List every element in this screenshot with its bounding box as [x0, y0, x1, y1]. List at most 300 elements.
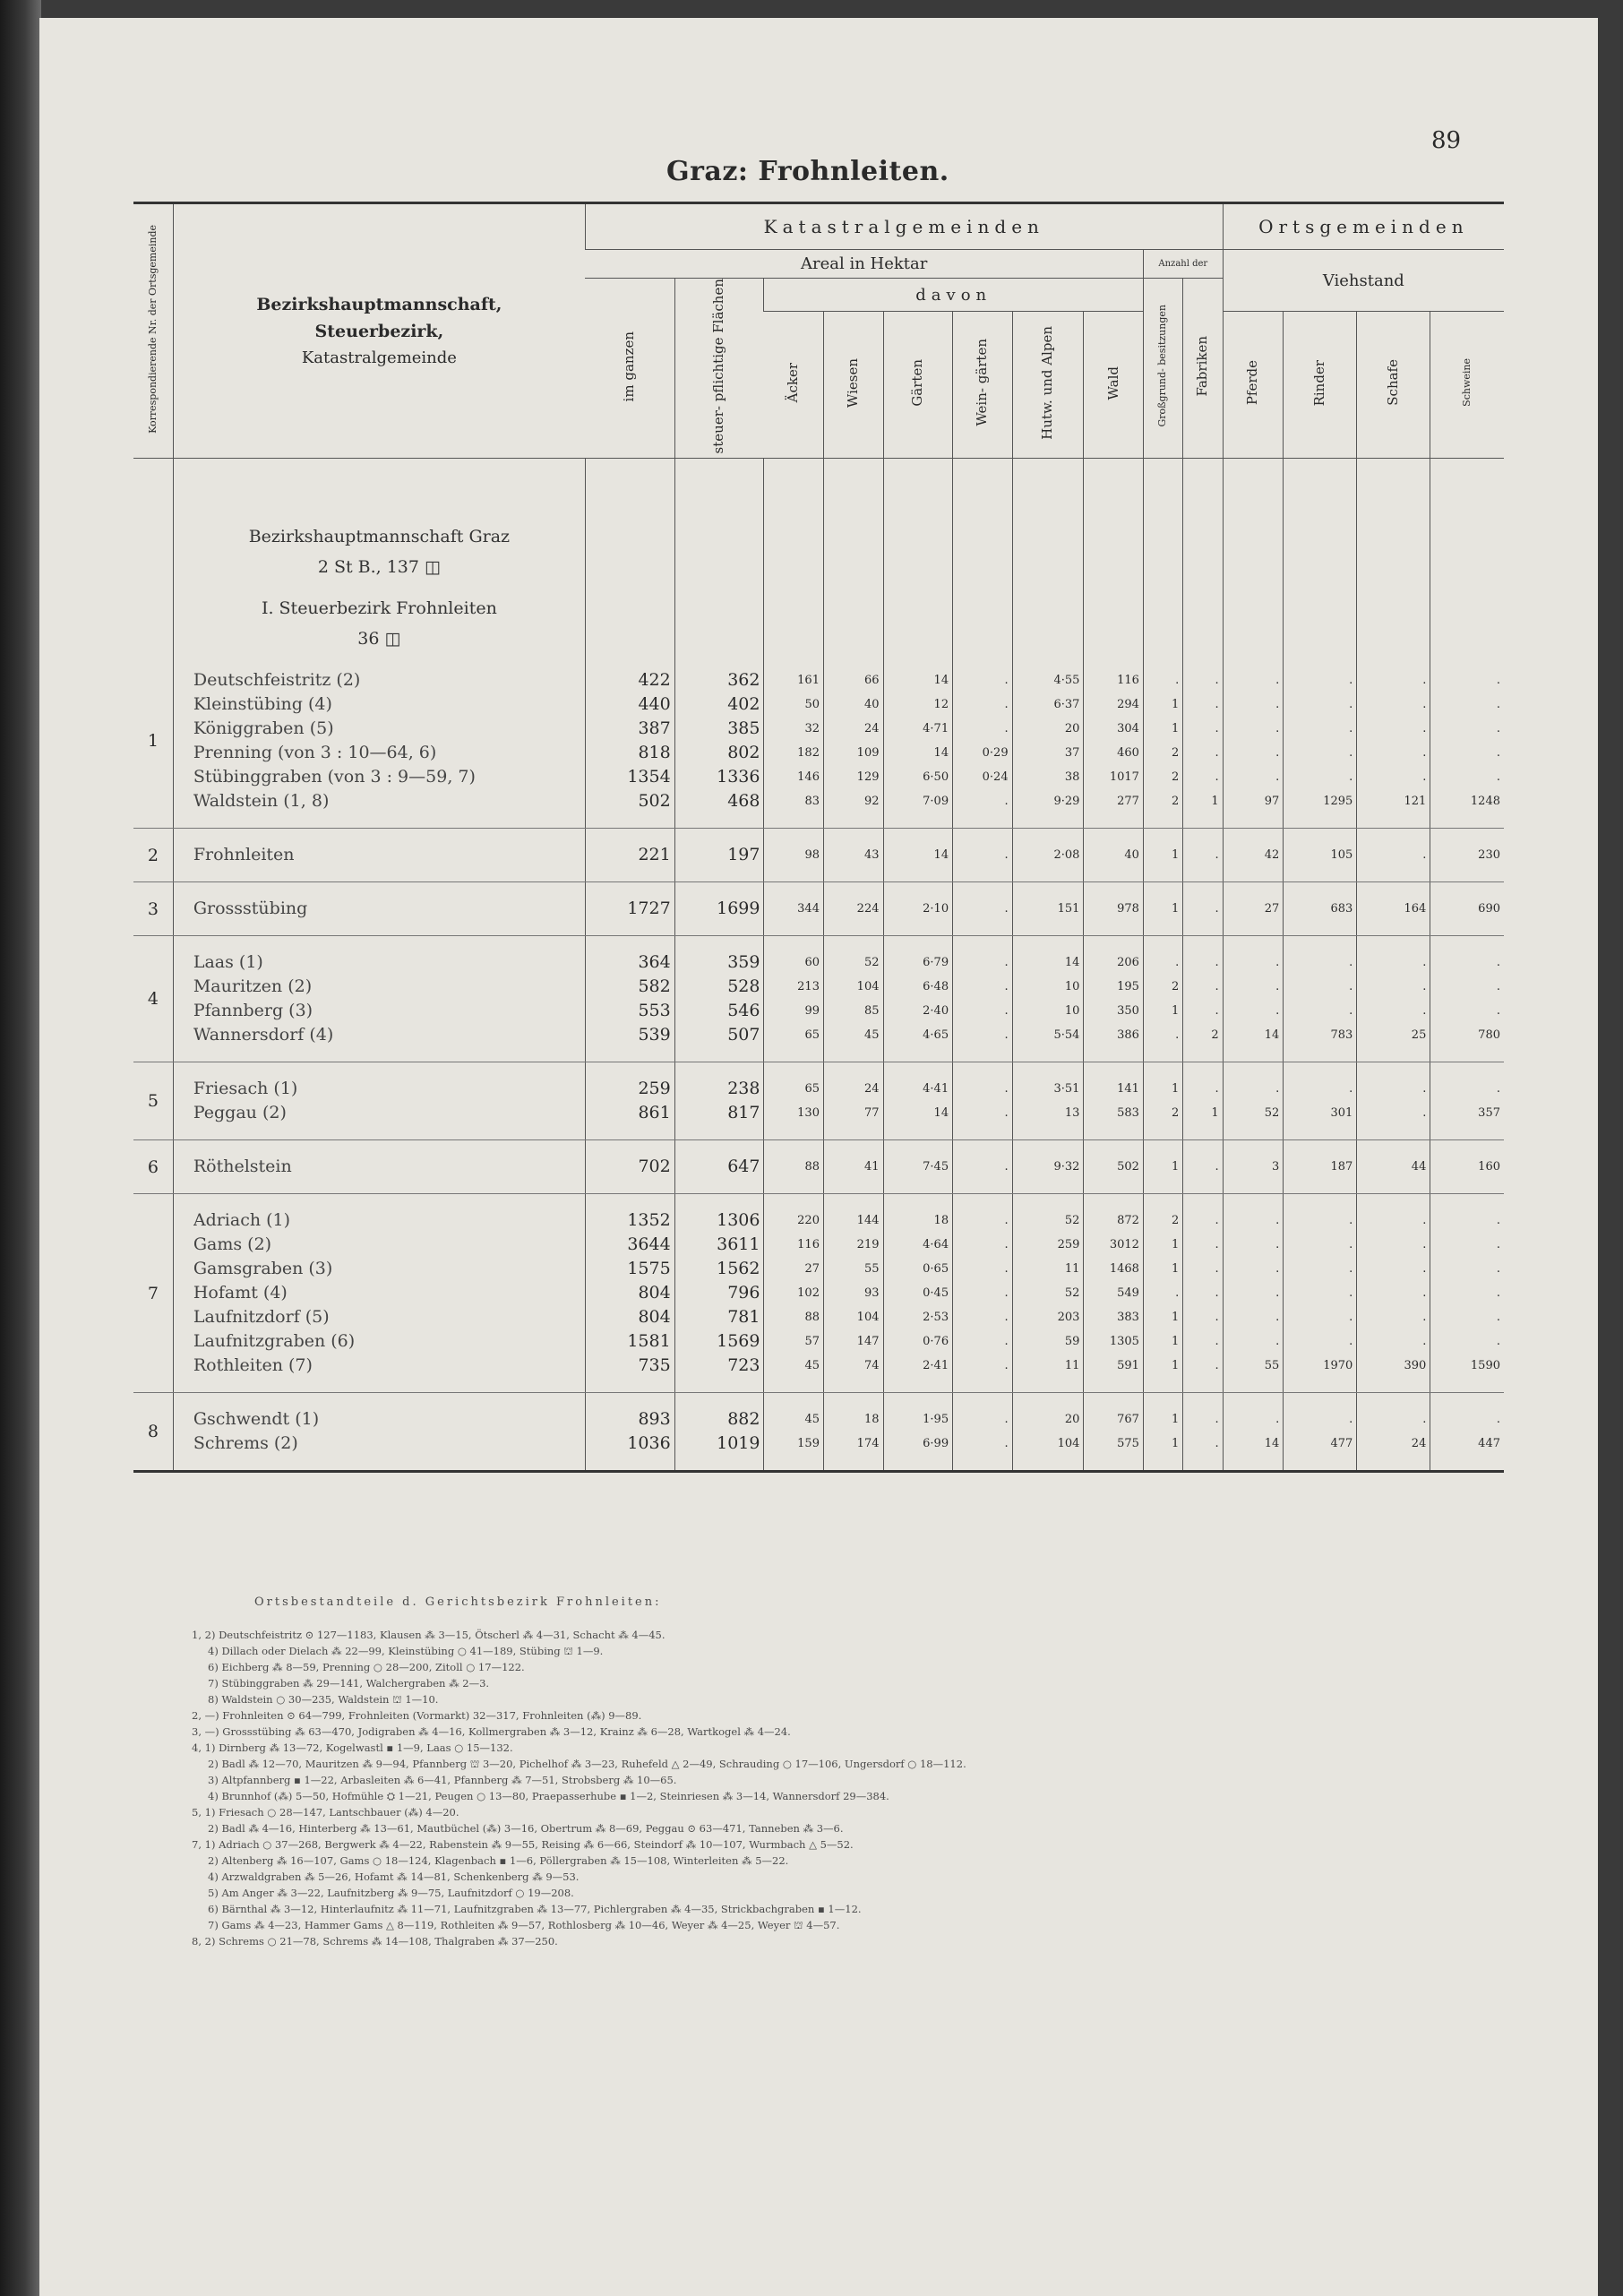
- cell-hutw: [1012, 1140, 1084, 1194]
- value-wald: 277: [1117, 795, 1139, 809]
- value-wald: 978: [1117, 902, 1139, 916]
- cell-steuer: [674, 829, 764, 882]
- value-schweine: .: [1496, 722, 1500, 736]
- value-wein: .: [1004, 1262, 1009, 1277]
- value-fabr: 1: [1211, 1106, 1219, 1121]
- wiesen-header: Wiesen: [823, 312, 883, 459]
- cell-gross: [1143, 936, 1182, 1062]
- value-gaerten: 4·65: [923, 1028, 949, 1043]
- value-rinder: .: [1349, 698, 1353, 712]
- intro-block: [173, 459, 585, 655]
- value-wein: .: [1004, 1004, 1009, 1019]
- value-aecker: 213: [797, 980, 820, 994]
- cell-pferde: [1223, 1393, 1284, 1472]
- cell-wald: [1084, 654, 1144, 829]
- value-rinder: .: [1349, 1413, 1353, 1427]
- value-aecker: 45: [804, 1359, 820, 1373]
- value-schafe: 164: [1404, 902, 1427, 916]
- value-aecker: 32: [804, 722, 820, 736]
- value-hutw: 259: [1057, 1238, 1080, 1252]
- note-line: 2, —) Frohnleiten ⊙ 64—799, Frohnleiten (Vormarkt) 32—317, Frohnleiten (⁂) 9—89.: [192, 1709, 642, 1722]
- value-steuer: 817: [727, 1103, 760, 1123]
- cell-ganzen: [585, 1393, 674, 1472]
- value-aecker: 65: [804, 1082, 820, 1096]
- katastralgemeinde-name: Deutschfeistritz (2): [193, 670, 361, 691]
- value-wald: 872: [1117, 1214, 1139, 1228]
- value-schweine: .: [1496, 1262, 1500, 1277]
- value-gaerten: 14: [933, 746, 949, 761]
- value-hutw: 104: [1057, 1437, 1080, 1451]
- value-schafe: .: [1422, 1286, 1427, 1301]
- cell-wein: [953, 1393, 1013, 1472]
- value-ganzen: 804: [638, 1283, 671, 1303]
- value-rinder: .: [1349, 1238, 1353, 1252]
- value-wald: 350: [1117, 1004, 1139, 1019]
- value-hutw: 203: [1057, 1311, 1080, 1325]
- value-ganzen: 553: [638, 1001, 671, 1021]
- value-fabr: .: [1215, 1311, 1219, 1325]
- value-wein: .: [1004, 1238, 1009, 1252]
- value-rinder: .: [1349, 956, 1353, 970]
- value-steuer: 796: [727, 1283, 760, 1303]
- note-line: 8) Waldstein ○ 30—235, Waldstein ⛫ 1—10.: [208, 1693, 439, 1706]
- cell-hutw: [1012, 1062, 1084, 1140]
- value-gross: 1: [1172, 1359, 1180, 1373]
- value-gross: 1: [1172, 848, 1180, 863]
- page-number: 89: [1431, 127, 1462, 154]
- value-gross: .: [1175, 1028, 1180, 1043]
- value-hutw: 59: [1064, 1335, 1080, 1349]
- cell-wiesen: [823, 1062, 883, 1140]
- table-row: [133, 1062, 1504, 1140]
- value-schafe: .: [1422, 674, 1427, 688]
- katastralgemeinde-name: Adriach (1): [193, 1210, 291, 1231]
- cell-schafe: [1357, 1140, 1430, 1194]
- cell-pferde: [1223, 654, 1284, 829]
- value-ganzen: 702: [638, 1157, 671, 1177]
- value-gaerten: 0·65: [923, 1262, 949, 1277]
- katastralgemeinde-name: Röthelstein: [193, 1157, 292, 1177]
- value-pferde: .: [1275, 1262, 1280, 1277]
- value-hutw: 6·37: [1053, 698, 1080, 712]
- cell-wein: [953, 882, 1013, 936]
- cell-wein: [953, 1194, 1013, 1393]
- value-wein: .: [1004, 1311, 1009, 1325]
- value-wein: .: [1004, 1106, 1009, 1121]
- cell-wald: [1084, 1393, 1144, 1472]
- grossgrund-header: Großgrund- besitzungen: [1143, 279, 1182, 459]
- katastralgemeinde-names: [173, 936, 585, 1062]
- cell-schweine: [1430, 654, 1504, 829]
- katastralgemeinde-name: Prenning (von 3 : 10—64, 6): [193, 743, 437, 763]
- value-ganzen: 539: [638, 1025, 671, 1045]
- cell-steuer: [674, 882, 764, 936]
- value-pferde: 3: [1272, 1160, 1280, 1174]
- value-gaerten: 0·76: [923, 1335, 949, 1349]
- value-hutw: 11: [1064, 1262, 1080, 1277]
- cell-fabr: [1183, 936, 1223, 1062]
- cell-pferde: [1223, 1194, 1284, 1393]
- value-wein: .: [1004, 795, 1009, 809]
- value-gaerten: 2·10: [923, 902, 949, 916]
- value-schafe: 24: [1411, 1437, 1427, 1451]
- cell-wein: [953, 1062, 1013, 1140]
- value-fabr: .: [1215, 1286, 1219, 1301]
- note-line: 7) Gams ⁂ 4—23, Hammer Gams △ 8—119, Rothleiten ⁂ 9—57, Rothlosberg ⁂ 10—46, Weyer ⁂ 4—25, Weyer ⛫ 4—57.: [208, 1919, 840, 1931]
- value-pferde: .: [1275, 1004, 1280, 1019]
- cell-schafe: [1357, 1393, 1430, 1472]
- cell-gaerten: [883, 829, 953, 882]
- value-gross: 1: [1172, 1335, 1180, 1349]
- value-hutw: 9·29: [1053, 795, 1080, 809]
- katastral-header: Katastralgemeinden: [585, 203, 1223, 250]
- value-gaerten: 6·48: [923, 980, 949, 994]
- cell-fabr: [1183, 1393, 1223, 1472]
- cell-aecker: [764, 1062, 824, 1140]
- katastralgemeinde-name: Wannersdorf (4): [193, 1025, 334, 1045]
- value-hutw: 20: [1064, 1413, 1080, 1427]
- value-schafe: .: [1422, 746, 1427, 761]
- cell-rinder: [1284, 936, 1357, 1062]
- cell-rinder: [1284, 1393, 1357, 1472]
- value-ganzen: 3644: [627, 1234, 671, 1255]
- value-fabr: .: [1215, 1214, 1219, 1228]
- value-wein: .: [1004, 956, 1009, 970]
- value-pferde: 42: [1264, 848, 1280, 863]
- cell-wein: [953, 829, 1013, 882]
- cell-wiesen: [823, 1140, 883, 1194]
- value-wiesen: 24: [863, 1082, 880, 1096]
- value-wein: .: [1004, 1437, 1009, 1451]
- value-pferde: 14: [1264, 1437, 1280, 1451]
- wald-header: Wald: [1084, 312, 1144, 459]
- value-hutw: 20: [1064, 722, 1080, 736]
- cell-schafe: [1357, 1194, 1430, 1393]
- value-aecker: 88: [804, 1160, 820, 1174]
- value-rinder: 105: [1330, 848, 1353, 863]
- value-schweine: .: [1496, 1335, 1500, 1349]
- value-gross: 1: [1172, 698, 1180, 712]
- value-gaerten: 4·41: [923, 1082, 949, 1096]
- value-aecker: 65: [804, 1028, 820, 1043]
- value-pferde: .: [1275, 980, 1280, 994]
- value-wiesen: 24: [863, 722, 880, 736]
- value-fabr: .: [1215, 848, 1219, 863]
- value-wein: .: [1004, 698, 1009, 712]
- value-aecker: 182: [797, 746, 820, 761]
- value-hutw: 11: [1064, 1359, 1080, 1373]
- katastralgemeinde-name: Grossstübing: [193, 899, 308, 919]
- gaerten-header: Gärten: [883, 312, 953, 459]
- value-wald: 206: [1117, 956, 1139, 970]
- table-row: [133, 654, 1504, 829]
- note-line: 4) Dillach oder Dielach ⁂ 22—99, Kleinstübing ○ 41—189, Stübing ⛫ 1—9.: [208, 1645, 604, 1657]
- value-gross: 1: [1172, 1437, 1180, 1451]
- areal-header: Areal in Hektar: [585, 250, 1143, 279]
- value-hutw: 38: [1064, 770, 1080, 785]
- pferde-header: Pferde: [1223, 312, 1284, 459]
- value-steuer: 1306: [717, 1210, 760, 1231]
- aecker-header: Äcker: [764, 312, 824, 459]
- value-hutw: 9·32: [1053, 1160, 1080, 1174]
- value-gaerten: 14: [933, 674, 949, 688]
- value-schafe: .: [1422, 1214, 1427, 1228]
- katastralgemeinde-name: Stübinggraben (von 3 : 9—59, 7): [193, 767, 476, 787]
- value-gaerten: 6·50: [923, 770, 949, 785]
- value-fabr: .: [1215, 1413, 1219, 1427]
- value-schweine: .: [1496, 1238, 1500, 1252]
- weingaerten-header: Wein- gärten: [953, 312, 1013, 459]
- value-gaerten: 6·79: [923, 956, 949, 970]
- cell-gaerten: [883, 1140, 953, 1194]
- katastralgemeinde-name: Gamsgraben (3): [193, 1259, 333, 1279]
- value-wein: .: [1004, 1028, 1009, 1043]
- value-rinder: .: [1349, 1335, 1353, 1349]
- value-hutw: 151: [1057, 902, 1080, 916]
- cell-hutw: [1012, 654, 1084, 829]
- note-line: 4) Arzwaldgraben ⁂ 5—26, Hofamt ⁂ 14—81, Schenkenberg ⁂ 9—53.: [208, 1870, 580, 1883]
- value-steuer: 402: [727, 694, 760, 715]
- katastralgemeinde-name: Laas (1): [193, 952, 263, 973]
- value-schweine: 780: [1478, 1028, 1500, 1043]
- value-rinder: .: [1349, 1214, 1353, 1228]
- value-steuer: 1699: [717, 899, 760, 919]
- value-gross: 1: [1172, 1311, 1180, 1325]
- value-wiesen: 40: [863, 698, 880, 712]
- cell-fabr: [1183, 1194, 1223, 1393]
- table-body: [133, 459, 1504, 1472]
- value-rinder: .: [1349, 1004, 1353, 1019]
- value-wiesen: 174: [856, 1437, 880, 1451]
- cell-ganzen: [585, 654, 674, 829]
- value-aecker: 102: [797, 1286, 820, 1301]
- value-wein: .: [1004, 1160, 1009, 1174]
- value-schafe: .: [1422, 1413, 1427, 1427]
- value-hutw: 13: [1064, 1106, 1080, 1121]
- value-schafe: .: [1422, 1004, 1427, 1019]
- cell-rinder: [1284, 1140, 1357, 1194]
- value-fabr: .: [1215, 698, 1219, 712]
- value-wald: 1305: [1109, 1335, 1139, 1349]
- value-aecker: 220: [797, 1214, 820, 1228]
- value-wald: 386: [1117, 1028, 1139, 1043]
- document-page: [39, 18, 1598, 2296]
- katastralgemeinde-name: Laufnitzgraben (6): [193, 1331, 356, 1352]
- value-steuer: 1336: [717, 767, 760, 787]
- value-ganzen: 1036: [627, 1433, 671, 1454]
- value-steuer: 647: [727, 1157, 760, 1177]
- value-gross: 1: [1172, 1262, 1180, 1277]
- katastralgemeinde-name: Kleinstübing (4): [193, 694, 332, 715]
- value-steuer: 468: [727, 791, 760, 812]
- note-line: 6) Bärnthal ⁂ 3—12, Hinterlaufnitz ⁂ 11—71, Laufnitzgraben ⁂ 13—77, Pichlergraben ⁂ 4—35, Strickbachgraben ▪ 1—12.: [208, 1903, 862, 1915]
- value-aecker: 50: [804, 698, 820, 712]
- cell-steuer: [674, 1140, 764, 1194]
- col-name-header: Bezirkshauptmannschaft, Steuerbezirk, Katastralgemeinde: [173, 203, 585, 459]
- cell-aecker: [764, 829, 824, 882]
- cell-wiesen: [823, 829, 883, 882]
- cell-hutw: [1012, 936, 1084, 1062]
- value-schafe: .: [1422, 722, 1427, 736]
- cell-wein: [953, 936, 1013, 1062]
- cell-schafe: [1357, 1062, 1430, 1140]
- value-wein: .: [1004, 722, 1009, 736]
- value-gross: 2: [1172, 1106, 1180, 1121]
- value-gross: .: [1175, 956, 1180, 970]
- value-schafe: .: [1422, 1311, 1427, 1325]
- cell-wald: [1084, 1140, 1144, 1194]
- cell-steuer: [674, 654, 764, 829]
- value-gaerten: 4·71: [923, 722, 949, 736]
- cell-ganzen: [585, 936, 674, 1062]
- davon-header: davon: [764, 279, 1143, 312]
- value-aecker: 27: [804, 1262, 820, 1277]
- value-wald: 116: [1117, 674, 1139, 688]
- value-wald: 767: [1117, 1413, 1139, 1427]
- value-gaerten: 12: [933, 698, 949, 712]
- note-line: 6) Eichberg ⁂ 8—59, Prenning ○ 28—200, Zitoll ○ 17—122.: [208, 1661, 525, 1673]
- cell-schweine: [1430, 936, 1504, 1062]
- value-gross: 2: [1172, 746, 1180, 761]
- value-pferde: .: [1275, 956, 1280, 970]
- value-steuer: 3611: [717, 1234, 760, 1255]
- value-pferde: .: [1275, 1311, 1280, 1325]
- value-gross: 2: [1172, 980, 1180, 994]
- katastralgemeinde-name: Mauritzen (2): [193, 976, 313, 997]
- note-line: 2) Altenberg ⁂ 16—107, Gams ○ 18—124, Klagenbach ▪ 1—6, Pöllergraben ⁂ 15—108, Winterleiten ⁂ 5—22.: [208, 1854, 789, 1867]
- katastralgemeinde-names: [173, 1194, 585, 1393]
- cell-gross: [1143, 654, 1182, 829]
- value-schweine: .: [1496, 1214, 1500, 1228]
- table-row: [133, 882, 1504, 936]
- value-wein: .: [1004, 674, 1009, 688]
- value-fabr: .: [1215, 722, 1219, 736]
- katastralgemeinde-names: [173, 1140, 585, 1194]
- value-gaerten: 1·95: [923, 1413, 949, 1427]
- cell-wein: [953, 1140, 1013, 1194]
- value-steuer: 802: [727, 743, 760, 763]
- value-wiesen: 109: [856, 746, 880, 761]
- katastralgemeinde-name: Laufnitzdorf (5): [193, 1307, 330, 1328]
- value-gaerten: 14: [933, 1106, 949, 1121]
- value-wiesen: 43: [863, 848, 880, 863]
- value-wald: 304: [1117, 722, 1139, 736]
- cell-gross: [1143, 882, 1182, 936]
- cell-ganzen: [585, 1194, 674, 1393]
- katastralgemeinde-name: Gschwendt (1): [193, 1409, 320, 1430]
- value-hutw: 3·51: [1053, 1082, 1080, 1096]
- value-fabr: .: [1215, 1082, 1219, 1096]
- cell-rinder: [1284, 1194, 1357, 1393]
- value-fabr: .: [1215, 1262, 1219, 1277]
- value-schafe: .: [1422, 1262, 1427, 1277]
- value-schafe: .: [1422, 956, 1427, 970]
- value-gaerten: 0·45: [923, 1286, 949, 1301]
- note-line: 5) Am Anger ⁂ 3—22, Laufnitzberg ⁂ 9—75, Laufnitzdorf ○ 19—208.: [208, 1887, 574, 1899]
- cell-hutw: [1012, 829, 1084, 882]
- value-schafe: 390: [1404, 1359, 1427, 1373]
- value-ganzen: 1581: [627, 1331, 671, 1352]
- ortsgemeinde-nr: 7: [133, 1194, 173, 1393]
- ortsgemeinde-nr: 5: [133, 1062, 173, 1140]
- value-wald: 583: [1117, 1106, 1139, 1121]
- value-aecker: 98: [804, 848, 820, 863]
- intro-bh: Bezirkshauptmannschaft Graz: [248, 527, 511, 547]
- value-schweine: .: [1496, 1286, 1500, 1301]
- value-wiesen: 93: [863, 1286, 880, 1301]
- value-hutw: 52: [1064, 1286, 1080, 1301]
- cell-schweine: [1430, 1140, 1504, 1194]
- cell-aecker: [764, 654, 824, 829]
- cell-schafe: [1357, 829, 1430, 882]
- note-line: 7) Stübinggraben ⁂ 29—141, Walchergraben ⁂ 2—3.: [208, 1677, 490, 1690]
- value-aecker: 159: [797, 1437, 820, 1451]
- value-fabr: .: [1215, 956, 1219, 970]
- value-wein: .: [1004, 1082, 1009, 1096]
- anzahl-header: Anzahl der: [1143, 250, 1223, 279]
- value-pferde: .: [1275, 1413, 1280, 1427]
- value-schafe: .: [1422, 1082, 1427, 1096]
- cell-ganzen: [585, 882, 674, 936]
- value-ganzen: 735: [638, 1355, 671, 1376]
- steuerpflichtig-header: steuer- pflichtige Flächen: [674, 279, 764, 459]
- value-wiesen: 147: [856, 1335, 880, 1349]
- cell-wiesen: [823, 654, 883, 829]
- value-rinder: 187: [1330, 1160, 1353, 1174]
- value-wald: 575: [1117, 1437, 1139, 1451]
- cell-aecker: [764, 882, 824, 936]
- value-aecker: 88: [804, 1311, 820, 1325]
- table-row: [133, 829, 1504, 882]
- cell-gaerten: [883, 1062, 953, 1140]
- value-wein: .: [1004, 848, 1009, 863]
- value-gross: 1: [1172, 1082, 1180, 1096]
- value-schweine: .: [1496, 980, 1500, 994]
- value-gross: 1: [1172, 1160, 1180, 1174]
- value-fabr: .: [1215, 902, 1219, 916]
- cell-schweine: [1430, 1194, 1504, 1393]
- value-wein: .: [1004, 1359, 1009, 1373]
- value-rinder: .: [1349, 674, 1353, 688]
- value-aecker: 116: [797, 1238, 820, 1252]
- katastralgemeinde-names: [173, 882, 585, 936]
- footnotes: [192, 1595, 1517, 1949]
- statistics-table: [133, 202, 1504, 1473]
- value-steuer: 238: [727, 1079, 760, 1099]
- ortsgemeinde-nr: 2: [133, 829, 173, 882]
- note-line: 4) Brunnhof (⁂) 5—50, Hofmühle ⛭ 1—21, Peugen ○ 13—80, Praepasserhube ▪ 1—2, Steinriesen ⁂ 3—14, Wannersdorf 29—384.: [208, 1790, 889, 1802]
- value-wein: .: [1004, 1413, 1009, 1427]
- value-schweine: 230: [1478, 848, 1500, 863]
- hutw-header: Hutw. und Alpen: [1012, 312, 1084, 459]
- cell-gross: [1143, 1393, 1182, 1472]
- value-steuer: 359: [727, 952, 760, 973]
- value-hutw: 14: [1064, 956, 1080, 970]
- value-wiesen: 74: [863, 1359, 880, 1373]
- value-pferde: 97: [1264, 795, 1280, 809]
- value-aecker: 161: [797, 674, 820, 688]
- value-schweine: .: [1496, 956, 1500, 970]
- cell-aecker: [764, 1393, 824, 1472]
- cell-aecker: [764, 1194, 824, 1393]
- value-gaerten: 18: [933, 1214, 949, 1228]
- cell-steuer: [674, 936, 764, 1062]
- cell-rinder: [1284, 829, 1357, 882]
- cell-wald: [1084, 1062, 1144, 1140]
- value-wald: 383: [1117, 1311, 1139, 1325]
- value-fabr: .: [1215, 1004, 1219, 1019]
- value-wein: 0·29: [982, 746, 1009, 761]
